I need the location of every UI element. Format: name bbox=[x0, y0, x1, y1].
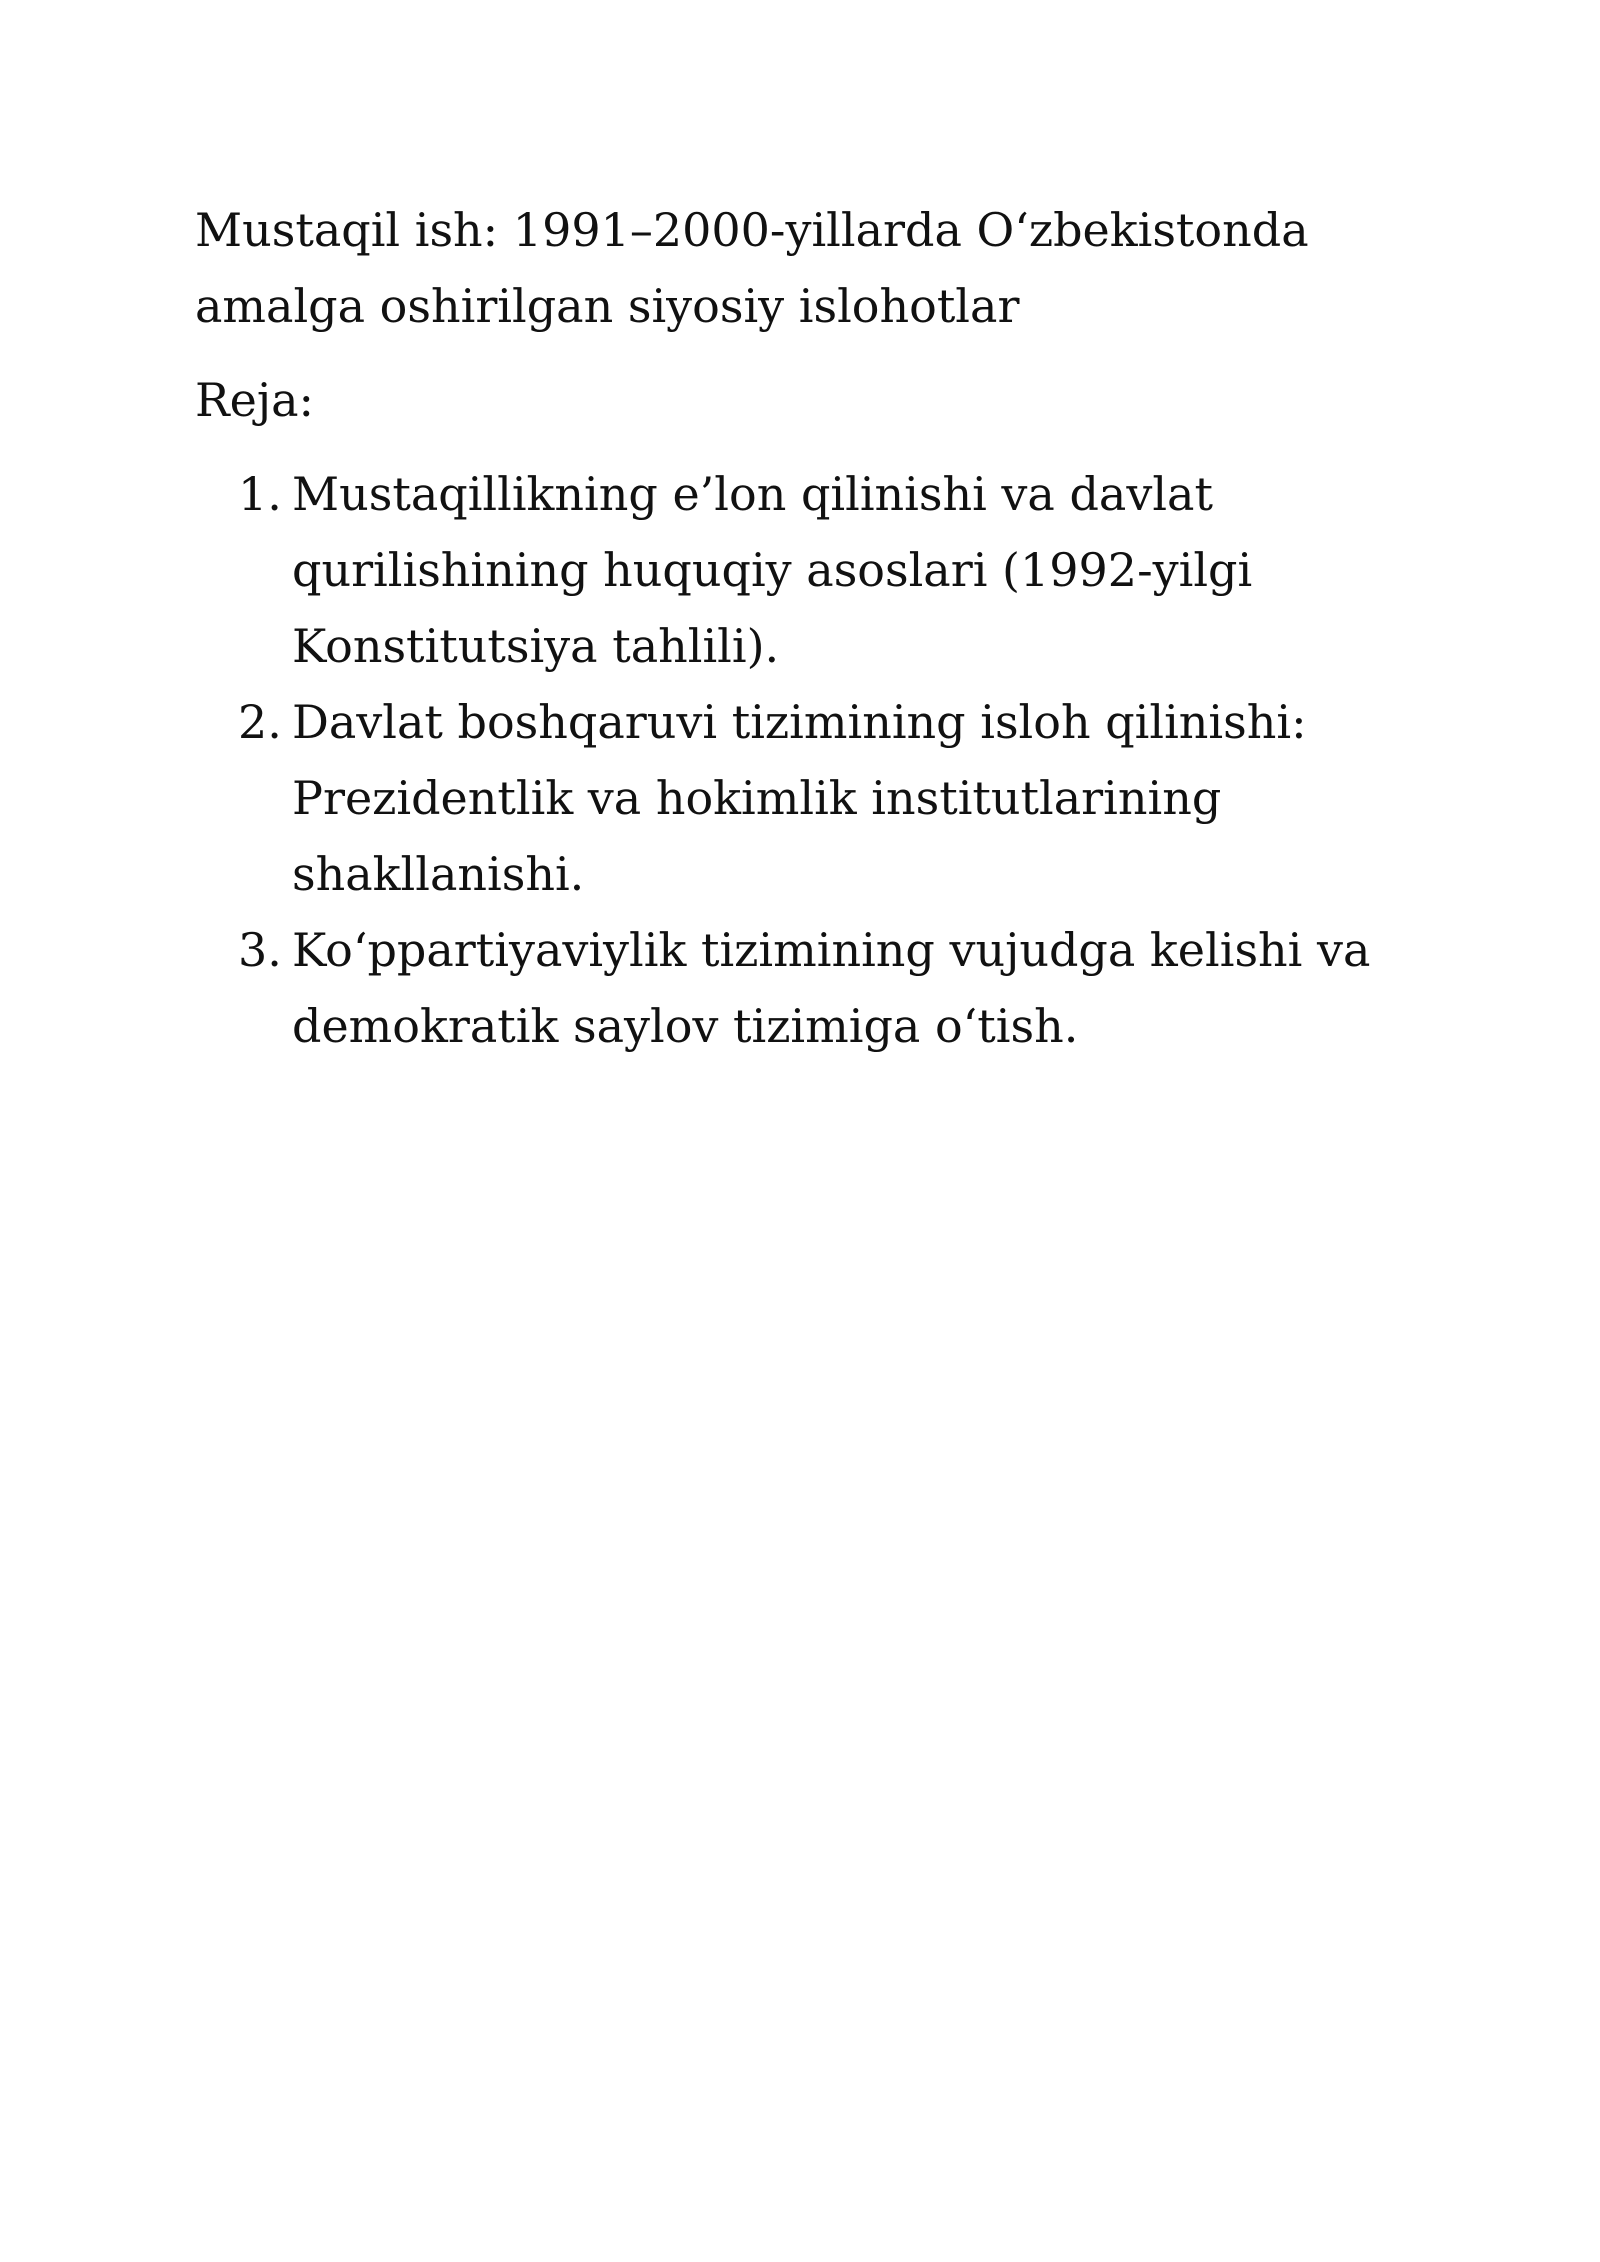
plan-item-3 bbox=[195, 912, 1435, 1064]
document-title: Mustaqil ish: 1991–2000-yillarda O‘zbekistonda amalga oshirilgan siyosiy islohotlar bbox=[195, 203, 1309, 333]
plan-heading: Reja: bbox=[195, 373, 315, 427]
plan-item-2 bbox=[195, 684, 1435, 912]
plan-item-text: Ko‘ppartiyaviylik tizimining vujudga kelishi va demokratik saylov tizimiga o‘tish. bbox=[292, 923, 1371, 1053]
plan-item-number: 1. bbox=[238, 467, 282, 521]
plan-list bbox=[195, 456, 1435, 1064]
plan-item-text: Mustaqillikning e’lon qilinishi va davlat qurilishining huquqiy asoslari (1992-yilgi Konstitutsiya tahlili). bbox=[292, 467, 1253, 673]
plan-item-1 bbox=[195, 456, 1435, 684]
plan-item-number: 3. bbox=[238, 923, 282, 977]
document-content bbox=[195, 192, 1435, 1064]
plan-item-text: Davlat boshqaruvi tizimining isloh qilinishi: Prezidentlik va hokimlik institutlarining shakllanishi. bbox=[292, 695, 1307, 901]
plan-item-number: 2. bbox=[238, 695, 282, 749]
